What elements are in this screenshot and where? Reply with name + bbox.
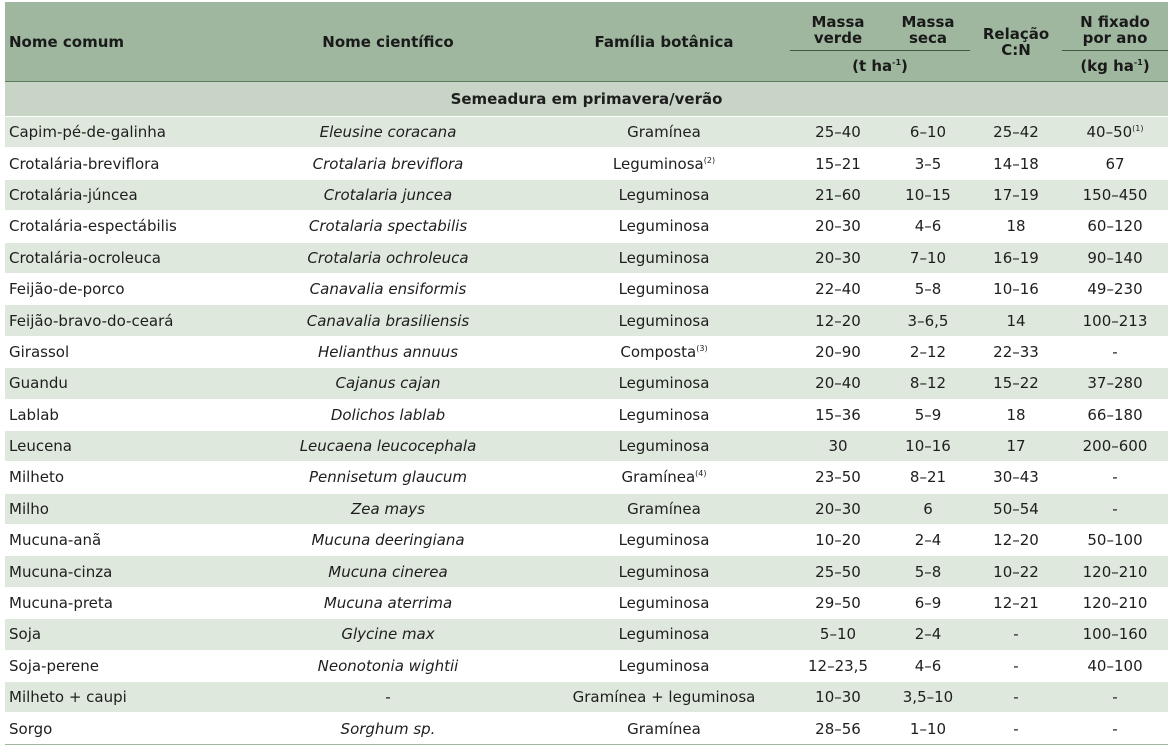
cell-green-mass: 25–50: [790, 556, 886, 587]
header-green-mass: [790, 2, 886, 50]
cell-cn-ratio: 16–19: [970, 242, 1062, 273]
cell-cn-ratio: -: [970, 650, 1062, 681]
cell-scientific-name: Crotalaria juncea: [238, 179, 538, 210]
cell-scientific-name: Helianthus annuus: [238, 336, 538, 367]
table-row: [5, 242, 1168, 273]
table-container: [5, 2, 1168, 745]
header-family: Família botânica: [538, 2, 790, 82]
table-row: [5, 619, 1168, 650]
cell-family: Leguminosa: [538, 430, 790, 461]
table-row: [5, 682, 1168, 713]
cell-family: Leguminosa: [538, 525, 790, 556]
table-row: [5, 399, 1168, 430]
table-body: [5, 82, 1168, 744]
footnote-marker: (4): [695, 469, 707, 479]
cell-cn-ratio: 10–22: [970, 556, 1062, 587]
cover-crops-table: [5, 2, 1168, 744]
table-row: [5, 525, 1168, 556]
cell-dry-mass: 5–8: [886, 273, 970, 304]
cell-common-name: Milheto + caupi: [5, 682, 238, 713]
table-row: [5, 148, 1168, 179]
cell-common-name: Soja-perene: [5, 650, 238, 681]
cell-cn-ratio: 14–18: [970, 148, 1062, 179]
cell-cn-ratio: 17: [970, 430, 1062, 461]
cell-family: Leguminosa: [538, 650, 790, 681]
footnote-marker: (3): [696, 343, 708, 353]
cell-family: Leguminosa: [538, 587, 790, 618]
cell-family: Gramínea: [538, 713, 790, 744]
header-cn-line1: Relação: [982, 24, 1050, 43]
cell-family: Leguminosa$^{(2)}$: [538, 148, 790, 179]
table-row: [5, 336, 1168, 367]
cell-dry-mass: 5–9: [886, 399, 970, 430]
header-mass-unit: (t $ha^{-1}$): [790, 50, 970, 81]
header-dry-mass: [886, 2, 970, 50]
cell-n-fixed: -: [1062, 462, 1168, 493]
table-row: [5, 493, 1168, 524]
cell-green-mass: 20–30: [790, 242, 886, 273]
cell-family: Gramínea$^{(4)}$: [538, 462, 790, 493]
cell-n-fixed: 90–140: [1062, 242, 1168, 273]
cell-n-fixed: 120–210: [1062, 556, 1168, 587]
cell-scientific-name: Crotalaria breviflora: [238, 148, 538, 179]
cell-common-name: Mucuna-cinza: [5, 556, 238, 587]
cell-dry-mass: 4–6: [886, 211, 970, 242]
cell-dry-mass: 3–5: [886, 148, 970, 179]
cell-cn-ratio: 18: [970, 399, 1062, 430]
cell-dry-mass: 1–10: [886, 713, 970, 744]
cell-scientific-name: Crotalaria spectabilis: [238, 211, 538, 242]
cell-scientific-name: Sorghum sp.: [238, 713, 538, 744]
cell-n-fixed: 100–213: [1062, 305, 1168, 336]
cell-cn-ratio: 18: [970, 211, 1062, 242]
cell-dry-mass: 10–15: [886, 179, 970, 210]
cell-n-fixed: 100–160: [1062, 619, 1168, 650]
cell-family: Leguminosa: [538, 305, 790, 336]
cell-n-fixed: 200–600: [1062, 430, 1168, 461]
cell-dry-mass: 3,5–10: [886, 682, 970, 713]
cell-dry-mass: 5–8: [886, 556, 970, 587]
cell-common-name: Girassol: [5, 336, 238, 367]
cell-common-name: Feijão-de-porco: [5, 273, 238, 304]
cell-scientific-name: Cajanus cajan: [238, 368, 538, 399]
footnote-marker: (1): [1132, 124, 1144, 134]
table-row: [5, 211, 1168, 242]
table-row: [5, 368, 1168, 399]
cell-green-mass: 20–90: [790, 336, 886, 367]
table-row: [5, 179, 1168, 210]
cell-n-fixed: 120–210: [1062, 587, 1168, 618]
cell-dry-mass: 6–9: [886, 587, 970, 618]
cell-green-mass: 10–30: [790, 682, 886, 713]
cell-green-mass: 5–10: [790, 619, 886, 650]
cell-dry-mass: 10–16: [886, 430, 970, 461]
section-title: Semeadura em primavera/verão: [5, 82, 1168, 117]
cell-family: Leguminosa: [538, 242, 790, 273]
table-row: [5, 587, 1168, 618]
cell-dry-mass: 8–21: [886, 462, 970, 493]
cell-dry-mass: 8–12: [886, 368, 970, 399]
header-dry-mass-line2: seca: [908, 28, 948, 47]
cell-family: Leguminosa: [538, 179, 790, 210]
cell-dry-mass: 2–4: [886, 525, 970, 556]
cell-common-name: Capim-pé-de-galinha: [5, 117, 238, 148]
table-header: [5, 2, 1168, 82]
cell-scientific-name: -: [238, 682, 538, 713]
cell-dry-mass: 2–4: [886, 619, 970, 650]
cell-dry-mass: 4–6: [886, 650, 970, 681]
cell-cn-ratio: 30–43: [970, 462, 1062, 493]
header-dry-mass-line1: Massa: [901, 12, 955, 31]
cell-family: Leguminosa: [538, 368, 790, 399]
cell-n-fixed: 67: [1062, 148, 1168, 179]
cell-scientific-name: Mucuna deeringiana: [238, 525, 538, 556]
header-n-fixed-line2: por ano: [1082, 28, 1148, 47]
cell-green-mass: 12–20: [790, 305, 886, 336]
cell-green-mass: 15–36: [790, 399, 886, 430]
table-row: [5, 556, 1168, 587]
table-row: [5, 650, 1168, 681]
cell-green-mass: 30: [790, 430, 886, 461]
cell-green-mass: 20–30: [790, 493, 886, 524]
cell-n-fixed: 49–230: [1062, 273, 1168, 304]
cell-n-fixed: 150–450: [1062, 179, 1168, 210]
cell-scientific-name: Zea mays: [238, 493, 538, 524]
table-row: [5, 430, 1168, 461]
cell-green-mass: 23–50: [790, 462, 886, 493]
cell-common-name: Lablab: [5, 399, 238, 430]
table-row: [5, 462, 1168, 493]
cell-n-fixed: -: [1062, 336, 1168, 367]
cell-family: Leguminosa: [538, 273, 790, 304]
cell-green-mass: 20–40: [790, 368, 886, 399]
cell-common-name: Guandu: [5, 368, 238, 399]
section-row: [5, 82, 1168, 117]
table-row: [5, 273, 1168, 304]
cell-scientific-name: Neonotonia wightii: [238, 650, 538, 681]
header-scientific-name: Nome científico: [238, 2, 538, 82]
cell-family: Gramínea + leguminosa: [538, 682, 790, 713]
header-n-fixed: [1062, 2, 1168, 50]
cell-dry-mass: 6: [886, 493, 970, 524]
cell-green-mass: 25–40: [790, 117, 886, 148]
cell-dry-mass: 3–6,5: [886, 305, 970, 336]
cell-n-fixed: 40–50$^{(1)}$: [1062, 117, 1168, 148]
cell-dry-mass: 6–10: [886, 117, 970, 148]
header-n-fixed-line1: N fixado: [1080, 12, 1150, 31]
cell-common-name: Crotalária-espectábilis: [5, 211, 238, 242]
cell-cn-ratio: 50–54: [970, 493, 1062, 524]
header-n-unit: (kg $ha^{-1}$): [1062, 50, 1168, 81]
cell-green-mass: 15–21: [790, 148, 886, 179]
cell-cn-ratio: 17–19: [970, 179, 1062, 210]
cell-scientific-name: Leucaena leucocephala: [238, 430, 538, 461]
header-green-mass-line2: verde: [813, 28, 863, 47]
cell-common-name: Mucuna-preta: [5, 587, 238, 618]
cell-n-fixed: -: [1062, 682, 1168, 713]
cell-n-fixed: 40–100: [1062, 650, 1168, 681]
cell-scientific-name: Crotalaria ochroleuca: [238, 242, 538, 273]
cell-scientific-name: Eleusine coracana: [238, 117, 538, 148]
cell-common-name: Feijão-bravo-do-ceará: [5, 305, 238, 336]
cell-cn-ratio: -: [970, 713, 1062, 744]
cell-n-fixed: 60–120: [1062, 211, 1168, 242]
table-row: [5, 713, 1168, 744]
cell-scientific-name: Pennisetum glaucum: [238, 462, 538, 493]
cell-cn-ratio: 25–42: [970, 117, 1062, 148]
cell-common-name: Soja: [5, 619, 238, 650]
cell-green-mass: 29–50: [790, 587, 886, 618]
cell-n-fixed: 37–280: [1062, 368, 1168, 399]
cell-n-fixed: 66–180: [1062, 399, 1168, 430]
cell-common-name: Milho: [5, 493, 238, 524]
cell-family: Leguminosa: [538, 556, 790, 587]
table-row: [5, 305, 1168, 336]
cell-common-name: Crotalária-breviflora: [5, 148, 238, 179]
cell-common-name: Crotalária-ocroleuca: [5, 242, 238, 273]
cell-scientific-name: Canavalia brasiliensis: [238, 305, 538, 336]
cell-scientific-name: Mucuna aterrima: [238, 587, 538, 618]
cell-n-fixed: -: [1062, 493, 1168, 524]
cell-dry-mass: 7–10: [886, 242, 970, 273]
header-cn-line2: C:N: [1001, 40, 1031, 59]
cell-n-fixed: -: [1062, 713, 1168, 744]
cell-green-mass: 20–30: [790, 211, 886, 242]
cell-n-fixed: 50–100: [1062, 525, 1168, 556]
cell-common-name: Leucena: [5, 430, 238, 461]
cell-scientific-name: Mucuna cinerea: [238, 556, 538, 587]
cell-family: Gramínea: [538, 493, 790, 524]
cell-green-mass: 21–60: [790, 179, 886, 210]
cell-cn-ratio: -: [970, 682, 1062, 713]
header-common-name: Nome comum: [5, 2, 238, 82]
cell-family: Leguminosa: [538, 211, 790, 242]
cell-green-mass: 12–23,5: [790, 650, 886, 681]
cell-scientific-name: Canavalia ensiformis: [238, 273, 538, 304]
cell-cn-ratio: -: [970, 619, 1062, 650]
cell-common-name: Crotalária-júncea: [5, 179, 238, 210]
cell-common-name: Sorgo: [5, 713, 238, 744]
cell-cn-ratio: 10–16: [970, 273, 1062, 304]
cell-green-mass: 28–56: [790, 713, 886, 744]
cell-cn-ratio: 15–22: [970, 368, 1062, 399]
footnote-marker: (2): [703, 155, 716, 165]
cell-common-name: Mucuna-anã: [5, 525, 238, 556]
cell-dry-mass: 2–12: [886, 336, 970, 367]
header-green-mass-line1: Massa: [811, 12, 865, 31]
cell-green-mass: 22–40: [790, 273, 886, 304]
cell-cn-ratio: 22–33: [970, 336, 1062, 367]
cell-scientific-name: Glycine max: [238, 619, 538, 650]
cell-green-mass: 10–20: [790, 525, 886, 556]
cell-cn-ratio: 14: [970, 305, 1062, 336]
cell-cn-ratio: 12–21: [970, 587, 1062, 618]
cell-family: Leguminosa: [538, 399, 790, 430]
cell-common-name: Milheto: [5, 462, 238, 493]
cell-cn-ratio: 12–20: [970, 525, 1062, 556]
table-row: [5, 117, 1168, 148]
cell-family: Gramínea: [538, 117, 790, 148]
header-cn-ratio: [970, 2, 1062, 82]
cell-scientific-name: Dolichos lablab: [238, 399, 538, 430]
cell-family: Leguminosa: [538, 619, 790, 650]
cell-family: Composta$^{(3)}$: [538, 336, 790, 367]
